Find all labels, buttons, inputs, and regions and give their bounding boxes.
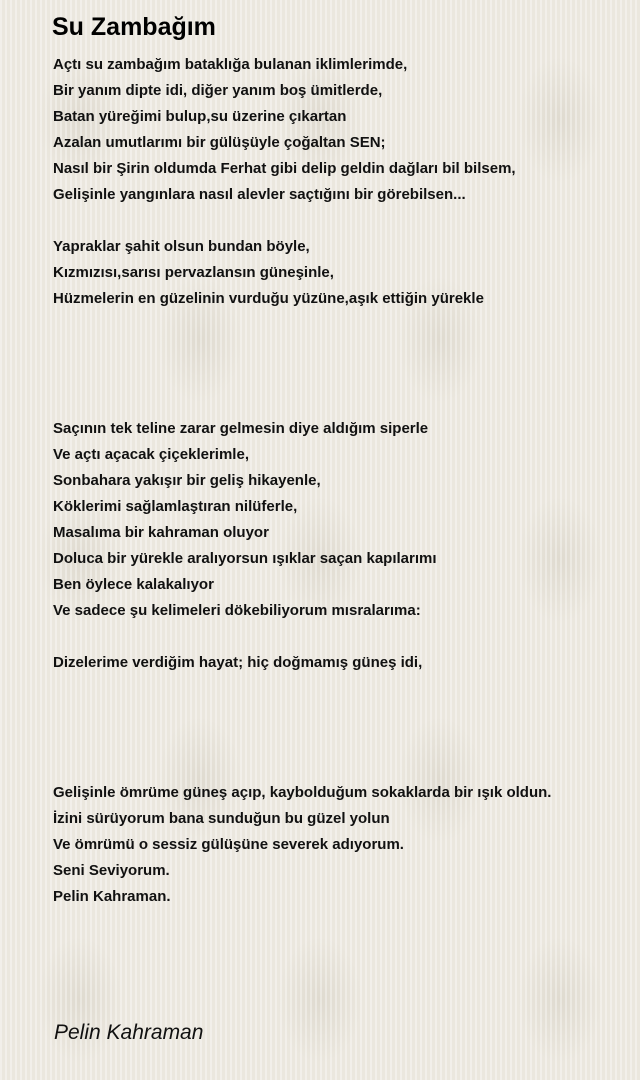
poem-line: Nasıl bir Şirin oldumda Ferhat gibi delip geldin dağları bil bilsem, xyxy=(53,160,516,177)
poem-line: Masalıma bir kahraman oluyor xyxy=(53,524,269,541)
poem-line: Kızmızısı,sarısı pervazlansın güneşinle, xyxy=(53,264,334,281)
stanza-gap xyxy=(53,312,633,390)
poem-line: Azalan umutlarımı bir gülüşüyle çoğaltan SEN; xyxy=(53,134,386,151)
poem-line: Ve ömrümü o sessiz gülüşüne severek adıyorum. xyxy=(53,836,404,853)
poem-line: Gelişinle ömrüme güneş açıp, kaybolduğum sokaklarda bir ışık oldun. xyxy=(53,784,552,801)
poem-line: Saçının tek teline zarar gelmesin diye aldığım siperle xyxy=(53,420,429,437)
poem-line: Seni Seviyorum. xyxy=(53,862,170,879)
poem-line: Bir yanım dipte idi, diğer yanım boş ümitlerde, xyxy=(53,82,383,99)
poem-line: Köklerimi sağlamlaştıran nilüferle, xyxy=(53,498,298,515)
poem-line: Yapraklar şahit olsun bundan böyle, xyxy=(53,238,310,255)
stanza-2 xyxy=(53,234,633,312)
stanza-5 xyxy=(53,780,633,910)
stanza-1 xyxy=(53,52,633,208)
poem-body xyxy=(53,52,633,910)
stanza-gap xyxy=(53,754,633,780)
poem-line: Batan yüreğimi bulup,su üzerine çıkartan xyxy=(53,108,347,125)
stanza-gap xyxy=(53,624,633,650)
poem-line: Dizelerime verdiğim hayat; hiç doğmamış güneş idi, xyxy=(53,654,423,671)
poem-line: Ben öylece kalakalıyor xyxy=(53,576,214,593)
stanza-gap xyxy=(53,208,633,234)
poem-line: Ve sadece şu kelimeleri dökebiliyorum mısralarıma: xyxy=(53,602,421,619)
poem-line: Doluca bir yürekle aralıyorsun ışıklar saçan kapılarımı xyxy=(53,550,437,567)
author-signature: Pelin Kahraman xyxy=(54,1021,204,1044)
poem-line: Açtı su zambağım bataklığa bulanan iklimlerimde, xyxy=(53,56,408,73)
stanza-gap xyxy=(53,676,633,754)
poem-line: Hüzmelerin en güzelinin vurduğu yüzüne,aşık ettiğin yürekle xyxy=(53,290,484,307)
poem-line: Sonbahara yakışır bir geliş hikayenle, xyxy=(53,472,321,489)
poem-line: Pelin Kahraman. xyxy=(53,888,171,905)
poem-line: İzini sürüyorum bana sunduğun bu güzel yolun xyxy=(53,810,390,827)
poem-line: Ve açtı açacak çiçeklerimle, xyxy=(53,446,249,463)
poem-title: Su Zambağım xyxy=(52,13,216,41)
stanza-gap xyxy=(53,390,633,416)
stanza-3 xyxy=(53,416,633,624)
stanza-4 xyxy=(53,650,633,676)
poem-line: Gelişinle yangınlara nasıl alevler saçtığını bir görebilsen... xyxy=(53,186,466,203)
